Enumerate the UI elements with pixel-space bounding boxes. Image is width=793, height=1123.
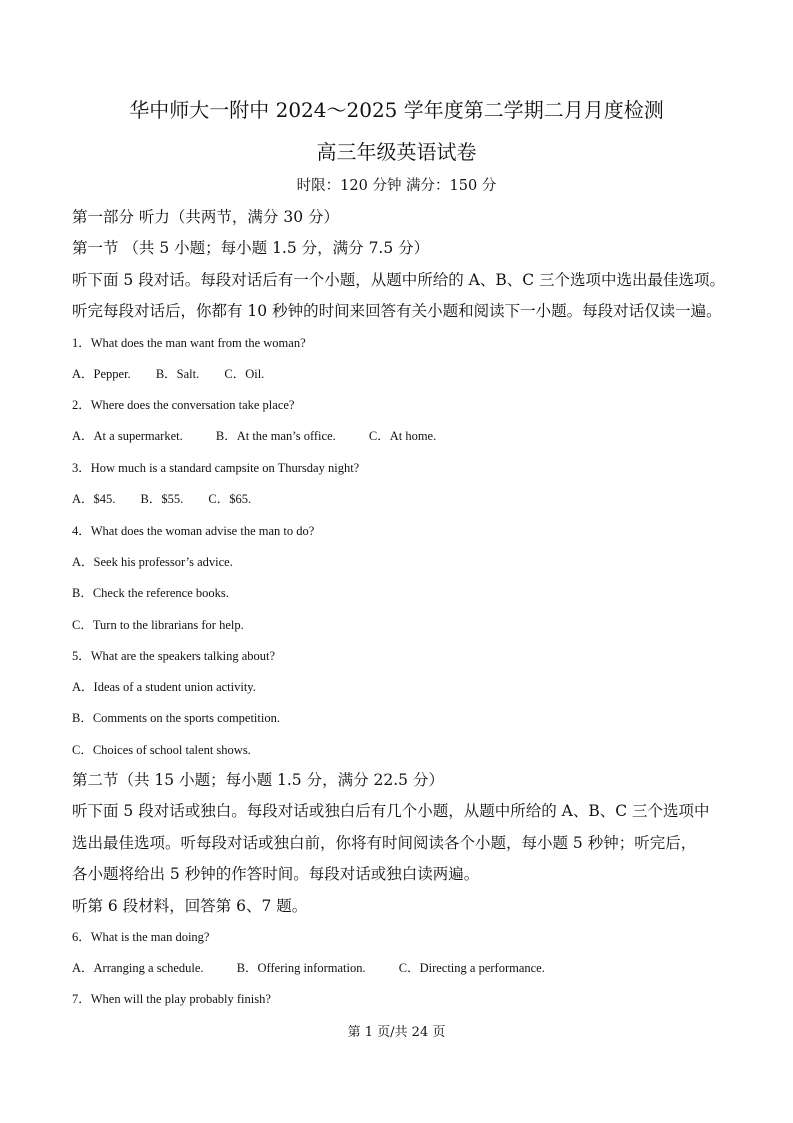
question-5-option-a: A．Ideas of a student union activity.: [72, 680, 256, 694]
exam-title: 华中师大一附中 2024～2025 学年度第二学期二月月度检测: [129, 98, 664, 122]
question-1-option-c: C．Oil.: [224, 367, 265, 381]
question-6-option-b: B．Offering information.: [236, 961, 366, 975]
question-1-options: [72, 367, 264, 382]
question-6-option-c: C．Directing a performance.: [398, 961, 545, 975]
question-3-stem: 3．How much is a standard campsite on Thursday night?: [72, 461, 360, 475]
exam-meta: 时限：120 分钟 满分：150 分: [296, 178, 497, 194]
question-6-option-a: A．Arranging a schedule.: [72, 961, 204, 975]
question-4-option-a: A．Seek his professor’s advice.: [72, 555, 233, 569]
section1-instruction-line1: 听下面 5 段对话。每段对话后有一个小题，从题中所给的 A、B、C 三个选项中选出最佳选项。: [72, 271, 726, 289]
question-4-option-b: B．Check the reference books.: [72, 586, 229, 600]
section1-heading: 第一节 （共 5 小题；每小题 1.5 分，满分 7.5 分）: [72, 239, 430, 257]
question-5-option-c: C．Choices of school talent shows.: [72, 743, 251, 757]
section2-instruction-line2: 选出最佳选项。听每段对话或独白前，你将有时间阅读各个小题，每小题 5 秒钟；听完后，: [72, 834, 697, 852]
question-6-options: [72, 961, 545, 976]
section2-heading: 第二节（共 15 小题；每小题 1.5 分，满分 22.5 分）: [72, 771, 444, 789]
question-1-option-a: A．Pepper.: [72, 367, 131, 381]
question-2-stem: 2．Where does the conversation take place?: [72, 398, 295, 412]
page-number: 第 1 页/共 24 页: [347, 1025, 446, 1040]
exam-subtitle: 高三年级英语试卷: [316, 140, 477, 164]
material-6-heading: 听第 6 段材料，回答第 6、7 题。: [72, 897, 308, 915]
question-4-stem: 4．What does the woman advise the man to do?: [72, 524, 315, 538]
question-2-options: [72, 429, 436, 444]
question-4-option-c: C．Turn to the librarians for help.: [72, 618, 244, 632]
question-2-option-b: B．At the man’s office.: [215, 429, 336, 443]
question-3-option-c: C．$65.: [208, 492, 252, 506]
question-3-option-b: B．$55.: [140, 492, 184, 506]
question-1-option-b: B．Salt.: [155, 367, 200, 381]
question-3-options: [72, 492, 251, 507]
question-3-option-a: A．$45.: [72, 492, 116, 506]
section1-instruction-line2: 听完每段对话后，你都有 10 秒钟的时间来回答有关小题和阅读下一小题。每段对话仅读一遍。: [72, 302, 722, 320]
question-6-stem: 6．What is the man doing?: [72, 930, 210, 944]
section2-instruction-line1: 听下面 5 段对话或独白。每段对话或独白后有几个小题，从题中所给的 A、B、C 三个选项中: [72, 802, 710, 820]
question-2-option-c: C．At home.: [368, 429, 437, 443]
part1-heading: 第一部分 听力（共两节，满分 30 分）: [72, 208, 340, 226]
question-2-option-a: A．At a supermarket.: [72, 429, 183, 443]
question-1-stem: 1．What does the man want from the woman?: [72, 336, 306, 350]
question-7-stem: 7．When will the play probably finish?: [72, 992, 271, 1006]
question-5-stem: 5．What are the speakers talking about?: [72, 649, 276, 663]
section2-instruction-line3: 各小题将给出 5 秒钟的作答时间。每段对话或独白读两遍。: [72, 865, 480, 883]
question-5-option-b: B．Comments on the sports competition.: [72, 711, 280, 725]
